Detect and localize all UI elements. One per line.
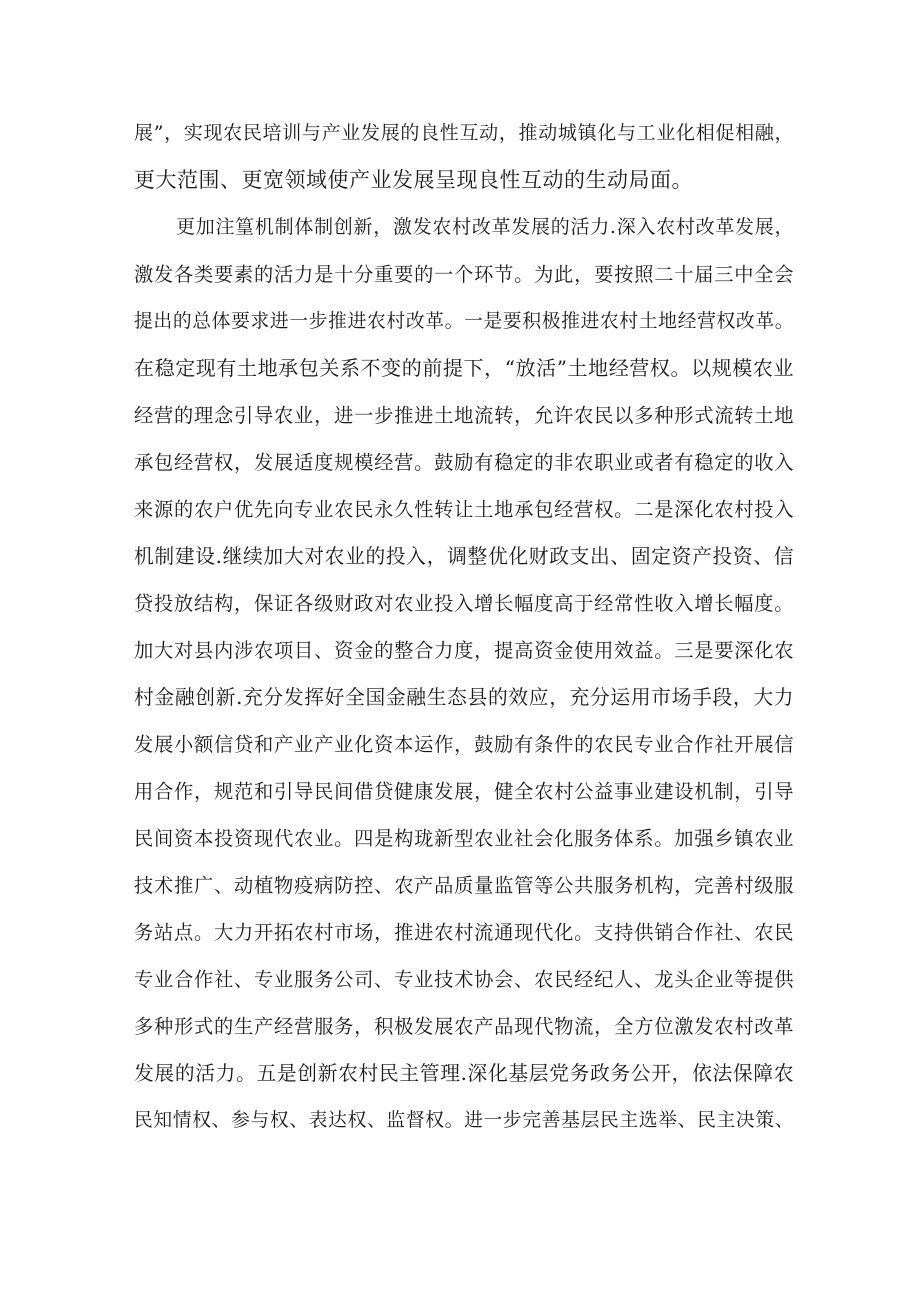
text-line: 贷投放结构，保证各级财政对农业投入增长幅度高于经常性收入增长幅度。 <box>134 592 794 615</box>
text-line: 提出的总体要求进一步推进农村改革。一是要积极推进农村土地经营权改革。 <box>134 311 794 332</box>
text-line: 务站点。大力开拓农村市场，推进农村流通现代化。支持供销合作社、农民 <box>134 921 794 944</box>
text-line: 专业合作社、专业服务公司、专业技术协会、农民经纪人、龙头企业等提供 <box>134 968 794 991</box>
body-text <box>134 110 794 1144</box>
text-line: 更大范围、更宽领域使产业发展呈现良性互动的生动局面。 <box>134 168 693 192</box>
text-line: 经营的理念引导农业，进一步推进土地流转，允许农民以多种形式流转土地 <box>134 404 794 427</box>
text-line: 技术推广、动植物疫病防控、农产品质量监管等公共服务机构，完善村级服 <box>134 874 794 897</box>
text-line: 加大对县内涉农项目、资金的整合力度，提高资金使用效益。三是要深化农 <box>134 639 794 662</box>
text-line: 民知情权、参与权、表达权、监督权。进一步完善基层民主选举、民主决策、 <box>134 1110 794 1131</box>
text-line: 更加注篁机制体制创新，激发农村改革发展的活力.深入农村改革发展， <box>176 216 794 238</box>
text-line: 发展的活力。五是创新农村民主管理.深化基层党务政务公开，依法保障农 <box>134 1062 794 1085</box>
text-line: 发展小额信贷和产业产业化资本运作，鼓励有条件的农民专业合作社开展信 <box>134 733 794 756</box>
text-line: 激发各类要素的活力是十分重要的一个环节。为此，要按照二十届三中全会 <box>134 263 794 286</box>
text-line: 承包经营权，发展适度规模经营。鼓励有稳定的非农职业或者有稳定的收入 <box>134 451 794 474</box>
text-line: 多种形式的生产经营服务，积极发展农产品现代物流，全方位激发农村改革 <box>134 1015 794 1038</box>
text-line: 展”，实现农民培训与产业发展的良性互动，推动城镇化与工业化相促相融， <box>134 122 794 144</box>
text-line: 民间资本投资现代农业。四是构珑新型农业社会化服务体系。加强乡镇农业 <box>134 827 794 850</box>
text-line: 来源的农户优先向专业农民永久性转让土地承包经营权。二是深化农村投入 <box>134 498 794 521</box>
text-line: 机制建设.继续加大对农业的投入，调整优化财政支出、固定资产投资、信 <box>134 545 794 568</box>
text-line: 在稳定现有土地承包关系不变的前提下，“放活”土地经营权。以规模农业 <box>134 356 794 380</box>
text-line: 村金融创新.充分发挥好全国金融生态县的效应，充分运用市场手段，大力 <box>134 686 794 709</box>
text-line: 用合作，规范和引导民间借贷健康发展，健全农村公益事业建设机制，引导 <box>134 780 794 803</box>
